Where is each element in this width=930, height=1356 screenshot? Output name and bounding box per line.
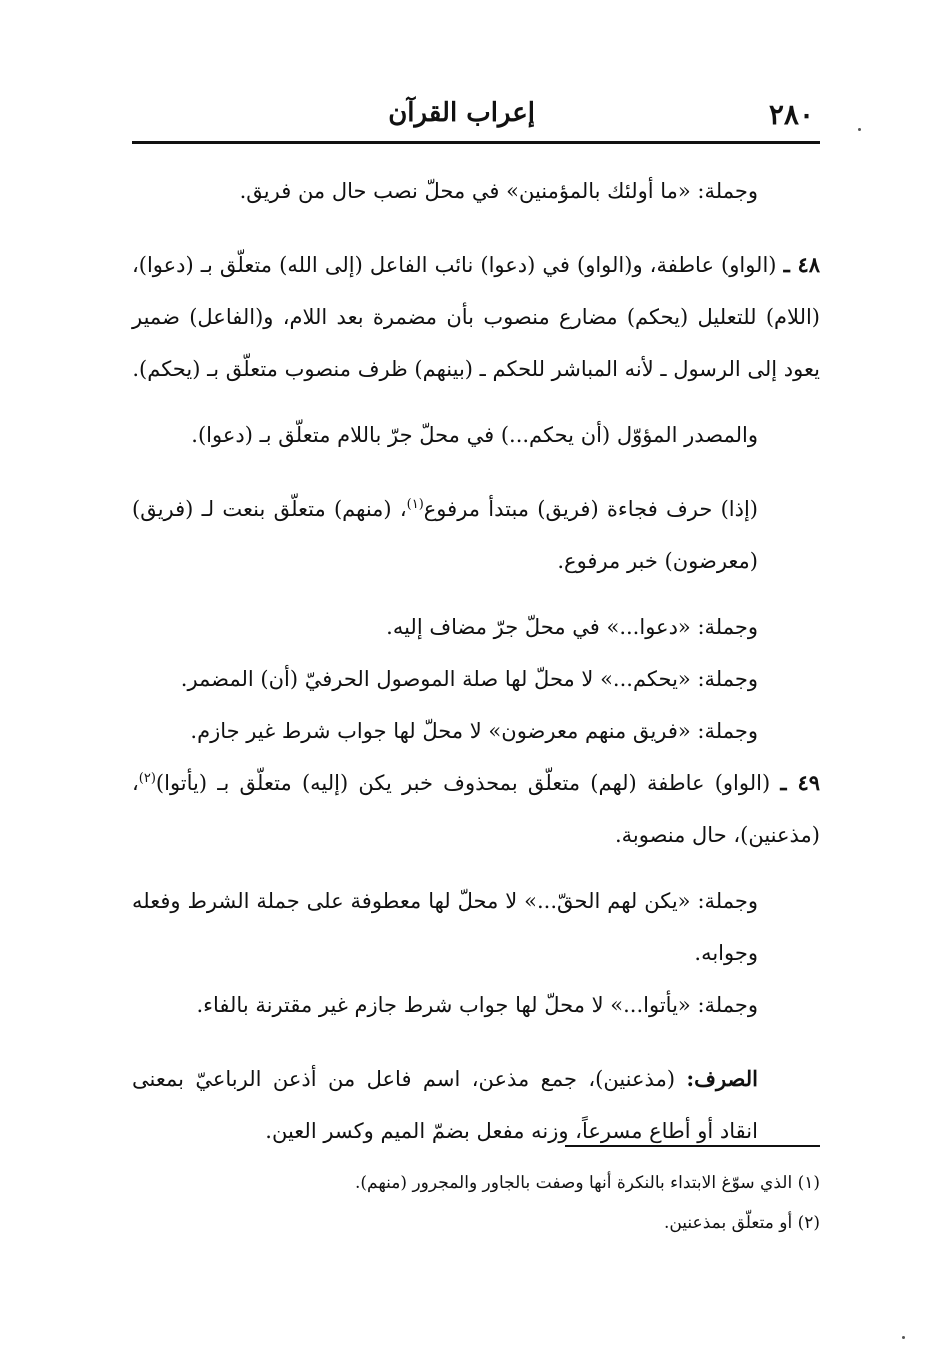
footnote-ref-2: (٢) [138,771,156,786]
verse-number: ٤٨ ـ [783,252,820,277]
paragraph-6 [132,653,820,705]
paragraph-4 [132,483,820,587]
paragraph-text-end: ، (مذعنين)، حال منصوبة. [132,771,820,847]
page-number: ٢٨٠ [768,98,814,131]
paragraph-text: (الواو) عاطفة، و(الواو) في (دعوا) نائب الفاعل (إلى الله) متعلّق بـ (دعوا)، (اللام) للتعليل (يحكم) مضارع منصوب بأن مضمرة بعد اللام، و(الفاعل) ضمير يعود إلى الرسول ـ لأنه المباشر للحكم ـ (بينهم) ظرف منصوب متعلّق بـ (يحكم). [132,253,820,381]
verse-number: ٤٩ ـ [780,770,820,795]
paragraph-5 [132,601,820,653]
paragraph-text: وجملة: «دعوا...» في محلّ جرّ مضاف إليه. [386,615,758,639]
paragraph-text: (مذعنين)، جمع مذعن، اسم فاعل من أذعن الرباعيّ بمعنى انقاد أو أطاع مسرعاً، وزنه مفعل بضمّ الميم وكسر العين. [132,1067,758,1143]
paragraph-text-start: (إذا) حرف فجاءة (فريق) مبتدأ مرفوع [423,497,758,521]
paragraph-1 [132,165,820,217]
scan-speck [858,128,861,131]
paragraph-3 [132,409,820,461]
scan-speck [902,1336,905,1339]
running-title: إعراب القرآن [388,98,535,128]
footnote-ref-1: (١) [406,497,424,512]
paragraph-10 [132,979,820,1031]
paragraph-text: وجملة: «يأتوا...» لا محلّ لها جواب شرط جازم غير مقترنة بالفاء. [196,993,758,1017]
page-header [132,92,820,144]
footnote-1 [132,1163,820,1203]
paragraph-morphology [132,1053,820,1157]
footnote-text: أو متعلّق بمذعنين. [663,1213,793,1233]
paragraph-text-end: ، (منهم) متعلّق بنعت لـ (فريق) (معرضون) خبر مرفوع. [132,497,758,573]
paragraph-text: وجملة: «فريق منهم معرضون» لا محلّ لها جواب شرط غير جازم. [190,719,758,743]
footnotes [132,1163,820,1243]
page-body [132,165,820,1171]
footnote-divider [565,1145,820,1147]
paragraph-verse-49 [132,757,820,861]
paragraph-verse-48 [132,239,820,395]
paragraph-text: والمصدر المؤوّل (أن يحكم...) في محلّ جرّ باللام متعلّق بـ (دعوا). [191,423,758,447]
footnote-marker: (٢) [797,1213,820,1233]
paragraph-text: وجملة: «يحكم...» لا محلّ لها صلة الموصول الحرفيّ (أن) المضمر. [180,667,758,691]
footnote-text: الذي سوّغ الابتداء بالنكرة أنها وصفت بالجاور والمجرور (منهم). [354,1173,793,1193]
paragraph-9 [132,875,820,979]
footnote-2 [132,1203,820,1243]
paragraph-7 [132,705,820,757]
header-divider [132,141,820,144]
paragraph-text-start: (الواو) عاطفة (لهم) متعلّق بمحذوف خبر يكن (إليه) متعلّق بـ (يأتوا) [155,771,771,795]
morphology-label: الصرف: [686,1066,758,1091]
paragraph-text: وجملة: «ما أولئك بالمؤمنين» في محلّ نصب حال من فريق. [239,179,758,203]
footnote-marker: (١) [797,1173,820,1193]
paragraph-text: وجملة: «يكن لهم الحقّ...» لا محلّ لها معطوفة على جملة الشرط وفعله وجوابه. [132,889,758,965]
